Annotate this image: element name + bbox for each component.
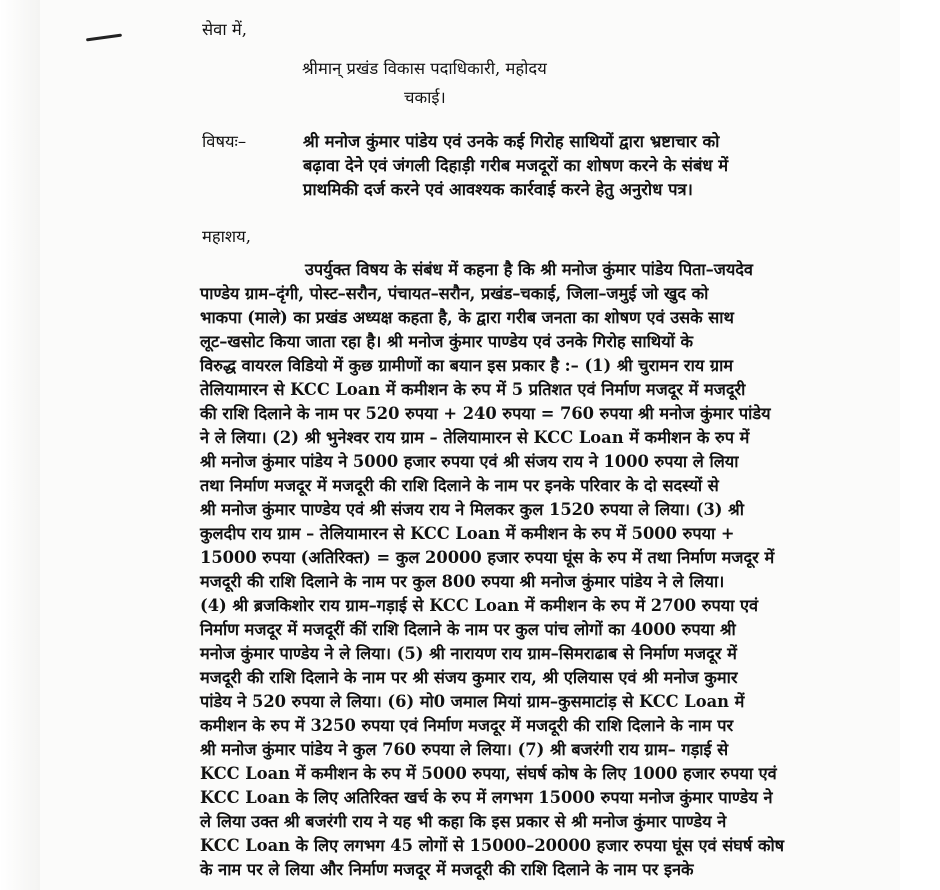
body-line: तेलियामारन से KCC Loan में कमीशन के रुप में 5 प्रतिशत एवं निर्माण मजदूर में मजदूरी xyxy=(200,380,746,399)
salutation-to: सेवा में, xyxy=(202,20,247,39)
body-line: श्री मनोज कुंमार पांडेय ने कुल 760 रुपया ले लिया। (7) श्री बजरंगी राय ग्राम– गड़ाई से xyxy=(200,740,729,759)
body-line: कुलदीप राय ग्राम – तेलियामारन से KCC Loan में कमीशन के रुप में 5000 रुपया + xyxy=(200,524,735,543)
body-line: की राशि दिलाने के नाम पर 520 रुपया + 240 रुपया = 760 रुपया श्री मनोज कुंमार पांडेय xyxy=(200,404,771,423)
body-line: KCC Loan के लिए अतिरिक्त खर्च के रुप में लगभग 15000 रुपया मनोज कुंमार पाण्डेय ने xyxy=(200,788,773,807)
body-line: भाकपा (माले) का प्रखंड अध्यक्ष कहता है, के द्वारा गरीब जनता का शोषण एवं उसके साथ xyxy=(200,308,734,327)
subject-line: प्राथमिकी दर्ज करने एवं आवश्यक कार्रवाई करने हेतु अनुरोध पत्र। xyxy=(303,180,693,199)
body-line: ने ले लिया। (2) श्री भुनेश्वर राय ग्राम – तेलियामारन से KCC Loan में कमीशन के रुप में xyxy=(200,428,750,447)
body-line: मनोज कुंमार पाण्डेय ने ले लिया। (5) श्री नारायण राय ग्राम–सिमराढाब से निर्माण मजदूर में xyxy=(200,644,737,663)
addressee-title: श्रीमान् प्रखंड विकास पदाधिकारी, महोदय xyxy=(302,59,547,78)
addressee-place: चकाई। xyxy=(404,88,446,107)
body-line: तथा निर्माण मजदूर में मजदूरी की राशि दिलाने के नाम पर इनके परिवार के दो सदस्यों से xyxy=(200,476,719,495)
body-line: विरुद्ध वायरल विडियो में कुछ ग्रामीणों का बयान इस प्रकार है :– (1) श्री चुरामन राय ग्राम xyxy=(200,356,734,375)
body-line: श्री मनोज कुंमार पांडेय ने 5000 हजार रुपया एवं श्री संजय राय ने 1000 रुपया ले लिया xyxy=(200,452,739,471)
body-line: (4) श्री ब्रजकिशोर राय ग्राम–गड़ाई से KCC Loan में कमीशन के रुप में 2700 रुपया एवं xyxy=(200,596,759,615)
body-line: मजदूरी की राशि दिलाने के नाम पर श्री संजय कुमार राय, श्री एलियास एवं श्री मनोज कुमार xyxy=(200,668,738,687)
greeting: महाशय, xyxy=(202,227,251,246)
body-line: लूट–खसोट किया जाता रहा है। श्री मनोज कुंमार पाण्डेय एवं उनके गिरोह साथियों के xyxy=(200,332,694,351)
body-line: श्री मनोज कुंमार पाण्डेय एवं श्री संजय राय ने मिलकर कुल 1520 रुपया ले लिया। (3) श्री xyxy=(200,500,744,519)
body-line: पांडेय ने 520 रुपया ले लिया। (6) मो0 जमाल मियां ग्राम–कुसमाटांड़ से KCC Loan में xyxy=(200,692,745,711)
page-margin-right xyxy=(900,0,940,890)
body-line: KCC Loan में कमीशन के रुप में 5000 रुपया, संघर्ष कोष के लिए 1000 हजार रुपया एवं xyxy=(200,764,777,783)
page-margin-left xyxy=(0,0,40,890)
body-line: उपर्युक्त विषय के संबंध में कहना है कि श्री मनोज कुंमार पांडेय पिता–जयदेव xyxy=(305,260,753,279)
body-line: पाण्डेय ग्राम–दृंगी, पोस्ट–सरौन, पंचायत–सरौन, प्रखंड–चकाई, जिला–जमुई जो खुद को xyxy=(200,284,709,303)
body-line: मजदूरी की राशि दिलाने के नाम पर कुल 800 रुपया श्री मनोज कुंमार पांडेय ने ले लिया। xyxy=(200,572,725,591)
subject-line: बढ़ावा देने एवं जंगली दिहाड़ी गरीब मजदूरों का शोषण करने के संबंध में xyxy=(303,156,729,175)
body-line: कमीशन के रुप में 3250 रुपया एवं निर्माण मजदूर में मजदूरी की राशि दिलाने के नाम पर xyxy=(200,716,734,735)
body-line: के नाम पर ले लिया और निर्माण मजदूर में मजदूरी की राशि दिलाने के नाम पर इनके xyxy=(200,860,694,879)
body-line: KCC Loan के लिए लगभग 45 लोगों से 15000–20000 हजार रुपया घूंस एवं संघर्ष कोष xyxy=(200,836,785,855)
body-line: 15000 रुपया (अतिरिक्त) = कुल 20000 हजार रुपया घूंस के रुप में तथा निर्माण मजदूर में xyxy=(200,548,775,567)
subject-label: विषयः– xyxy=(202,132,247,151)
body-line: ले लिया उक्त श्री बजरंगी राय ने यह भी कहा कि इस प्रकार से श्री मनोज कुंमार पाण्डेय ने xyxy=(200,812,727,831)
body-line: निर्माण मजदूर में मजदूरीं कीं राशि दिलाने के नाम पर कुल पांच लोगों का 4000 रुपया श्री xyxy=(200,620,736,639)
subject-line: श्री मनोज कुंमार पांडेय एवं उनके कई गिरोह साथियों द्वारा भ्रष्टाचार को xyxy=(303,132,720,151)
